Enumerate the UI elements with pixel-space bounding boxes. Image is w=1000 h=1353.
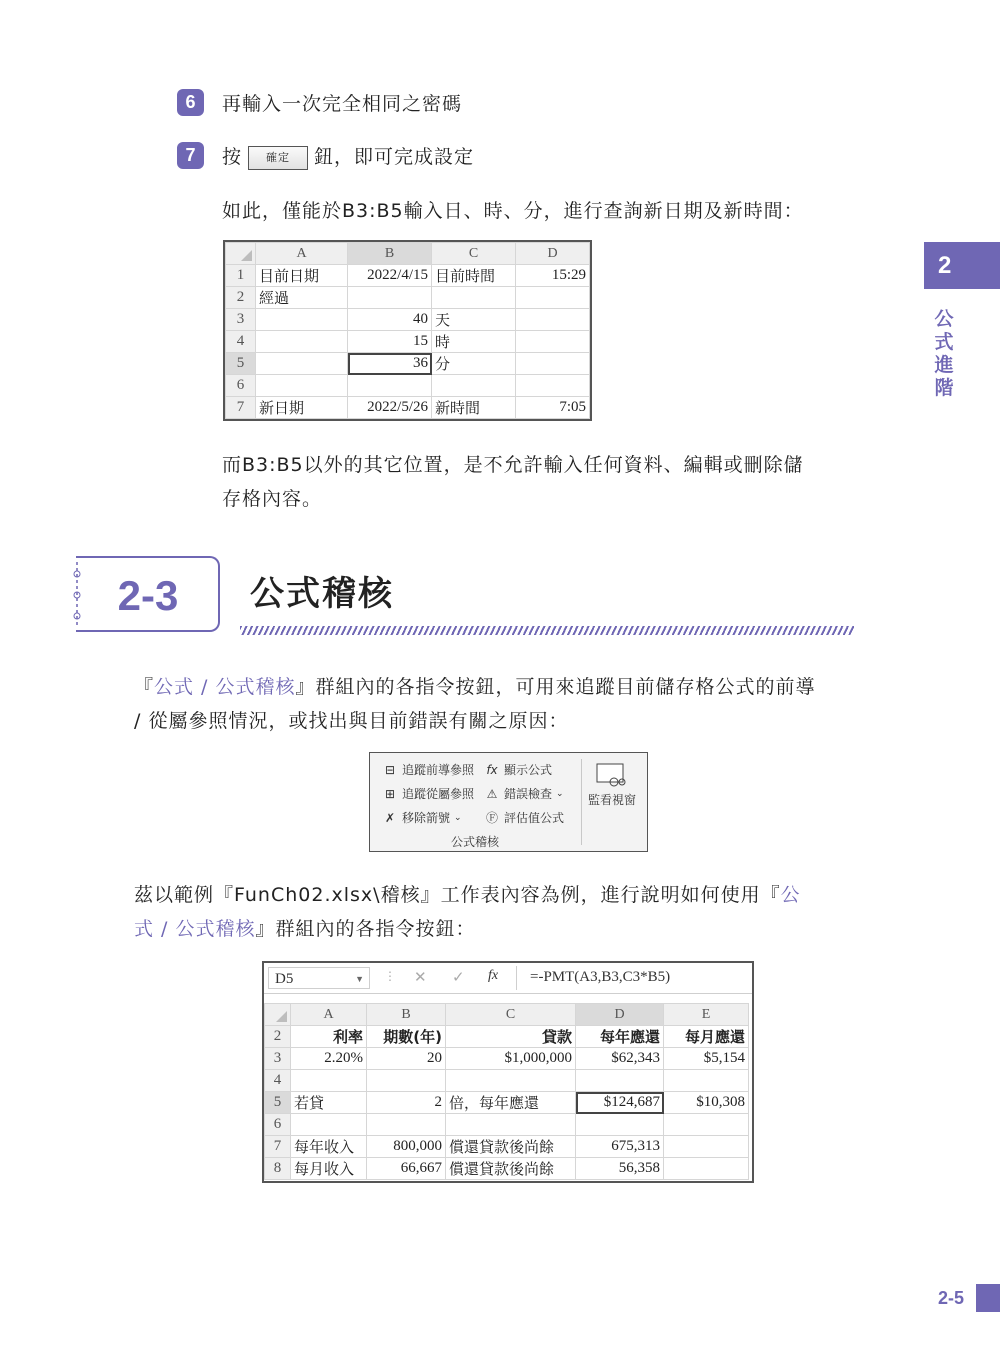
row-header: 4 bbox=[226, 331, 256, 353]
paragraph-4-highlight-b: 式 / 公式稽核 bbox=[134, 918, 256, 940]
formula-auditing-ribbon bbox=[369, 752, 648, 852]
function-icon: fx bbox=[488, 968, 499, 983]
col-header-c: C bbox=[432, 243, 516, 265]
cell: 66,667 bbox=[367, 1158, 446, 1180]
cell bbox=[664, 1114, 749, 1136]
trace-dependents-item bbox=[382, 785, 474, 802]
cell bbox=[576, 1114, 664, 1136]
paragraph-4-text: 茲以範例『FunCh02.xlsx\稽核』工作表內容為例，進行說明如何使用『 bbox=[134, 884, 781, 906]
paragraph-3-rest: 』群組內的各指令按鈕，可用來追蹤目前儲存格公式的前導 bbox=[295, 676, 816, 698]
error-checking-icon: ⚠ bbox=[486, 786, 498, 801]
error-checking-item bbox=[484, 785, 564, 802]
step-7-post: 鈕，即可完成設定 bbox=[314, 146, 475, 168]
cell bbox=[432, 375, 516, 397]
ribbon-path-highlight: 公式 / 公式稽核 bbox=[154, 676, 296, 698]
active-cell: $124,687 bbox=[576, 1092, 664, 1114]
cell: 經過 bbox=[256, 287, 348, 309]
sheet2-row bbox=[265, 1092, 749, 1114]
cell bbox=[516, 353, 590, 375]
cell bbox=[348, 375, 432, 397]
cell bbox=[256, 309, 348, 331]
col-header-a: A bbox=[256, 243, 348, 265]
sheet1-row bbox=[226, 309, 590, 331]
cell: 20 bbox=[367, 1048, 446, 1070]
row-header: 2 bbox=[226, 287, 256, 309]
sheet1-row bbox=[226, 331, 590, 353]
step-7-badge: 7 bbox=[177, 142, 204, 169]
cell bbox=[516, 331, 590, 353]
cell bbox=[664, 1136, 749, 1158]
sheet2-row bbox=[265, 1114, 749, 1136]
col-header-e: E bbox=[664, 1004, 749, 1026]
row-header: 1 bbox=[226, 265, 256, 287]
cell: 15:29 bbox=[516, 265, 590, 287]
sheet1-row bbox=[226, 287, 590, 309]
cell bbox=[291, 1070, 367, 1092]
cancel-icon: ✕ bbox=[414, 970, 427, 986]
paragraph-3-line-1 bbox=[134, 672, 816, 699]
step-7-line bbox=[222, 142, 474, 170]
trace-precedents-icon: ⊟ bbox=[384, 762, 396, 777]
chapter-tab-title: 公式進階 bbox=[934, 308, 954, 399]
row-header: 2 bbox=[265, 1026, 291, 1048]
trace-dependents-label: 追蹤從屬參照 bbox=[402, 787, 475, 801]
cell: 目前日期 bbox=[256, 265, 348, 287]
trace-dependents-icon: ⊞ bbox=[384, 786, 396, 801]
watch-window-label: 監看視窗 bbox=[587, 793, 636, 807]
trace-precedents-label: 追蹤前導參照 bbox=[402, 763, 475, 777]
paragraph-1: 如此，僅能於B3:B5輸入日、時、分，進行查詢新日期及新時間： bbox=[222, 200, 804, 222]
cell: 2 bbox=[367, 1092, 446, 1114]
cell: 新日期 bbox=[256, 397, 348, 419]
cell: $10,308 bbox=[664, 1092, 749, 1114]
cell bbox=[348, 287, 432, 309]
cell: 分 bbox=[432, 353, 516, 375]
show-formulas-label: 顯示公式 bbox=[504, 763, 553, 777]
paragraph-4-rest: 』群組內的各指令按鈕： bbox=[255, 918, 476, 940]
watch-window-icon bbox=[596, 763, 626, 789]
name-box-dropdown-icon: ▼ bbox=[355, 974, 364, 984]
section-number: 2-3 bbox=[117, 572, 179, 619]
cell: 15 bbox=[348, 331, 432, 353]
cell: 56,358 bbox=[576, 1158, 664, 1180]
cell: 7:05 bbox=[516, 397, 590, 419]
row-header: 6 bbox=[226, 375, 256, 397]
sheet1-row bbox=[226, 353, 590, 375]
formula-divider bbox=[516, 966, 517, 990]
row-header: 7 bbox=[265, 1136, 291, 1158]
show-formulas-icon: fx bbox=[486, 762, 498, 777]
cell bbox=[446, 1070, 576, 1092]
cell: 倍，每年應還 bbox=[446, 1092, 576, 1114]
sheet2-row bbox=[265, 1026, 749, 1048]
row-header: 8 bbox=[265, 1158, 291, 1180]
dropdown-chevron-icon: ⌄ bbox=[556, 788, 564, 799]
cell bbox=[664, 1070, 749, 1092]
cell: 償還貸款後尚餘 bbox=[446, 1158, 576, 1180]
trace-precedents-item bbox=[382, 761, 474, 778]
active-cell: 36 bbox=[348, 353, 432, 375]
more-icon: ⋮ bbox=[384, 969, 396, 983]
cell bbox=[256, 375, 348, 397]
paragraph-2-line-1: 而B3:B5以外的其它位置，是不允許輸入任何資料、編輯或刪除儲 bbox=[222, 454, 804, 476]
paragraph-4-line-2 bbox=[134, 914, 476, 941]
section-hatch-rule bbox=[240, 626, 854, 635]
cell bbox=[256, 353, 348, 375]
cell: 償還貸款後尚餘 bbox=[446, 1136, 576, 1158]
cell: 每月收入 bbox=[291, 1158, 367, 1180]
remove-arrows-item bbox=[382, 809, 462, 826]
ribbon-group-caption: 公式稽核 bbox=[450, 835, 499, 849]
step-6-badge: 6 bbox=[177, 89, 204, 116]
cell: 2022/5/26 bbox=[348, 397, 432, 419]
cell bbox=[576, 1070, 664, 1092]
step-6-text: 再輸入一次完全相同之密碼 bbox=[222, 93, 463, 115]
col-header-c: C bbox=[446, 1004, 576, 1026]
evaluate-formula-item bbox=[484, 809, 564, 826]
cell: 若貸 bbox=[291, 1092, 367, 1114]
cell: 800,000 bbox=[367, 1136, 446, 1158]
chapter-tab-number: 2 bbox=[924, 242, 1000, 289]
cell: 40 bbox=[348, 309, 432, 331]
cell: 貸款 bbox=[446, 1026, 576, 1048]
cell: 利率 bbox=[291, 1026, 367, 1048]
col-header-b: B bbox=[367, 1004, 446, 1026]
sheet1-screenshot bbox=[223, 240, 592, 421]
row-header: 3 bbox=[265, 1048, 291, 1070]
cell bbox=[446, 1114, 576, 1136]
cell: $62,343 bbox=[576, 1048, 664, 1070]
cell: 每月應還 bbox=[664, 1026, 749, 1048]
col-header-b: B bbox=[348, 243, 432, 265]
cell: 2.20% bbox=[291, 1048, 367, 1070]
cell: 每年應還 bbox=[576, 1026, 664, 1048]
cell: 目前時間 bbox=[432, 265, 516, 287]
remove-arrows-label: 移除箭號 bbox=[402, 811, 451, 825]
sheet1-row bbox=[226, 265, 590, 287]
cell bbox=[516, 287, 590, 309]
name-box-value: D5 bbox=[275, 971, 294, 987]
cell: 天 bbox=[432, 309, 516, 331]
cell: 每年收入 bbox=[291, 1136, 367, 1158]
row-header: 5 bbox=[265, 1092, 291, 1114]
remove-arrows-icon: ✗ bbox=[384, 810, 396, 825]
paragraph-3-line-2: / 從屬參照情況，或找出與目前錯誤有關之原因： bbox=[134, 710, 569, 732]
col-header-a: A bbox=[291, 1004, 367, 1026]
cell bbox=[367, 1114, 446, 1136]
cell: 新時間 bbox=[432, 397, 516, 419]
step-7-pre: 按 bbox=[222, 146, 243, 168]
select-all-corner bbox=[226, 243, 256, 265]
cell: 2022/4/15 bbox=[348, 265, 432, 287]
cell bbox=[432, 287, 516, 309]
evaluate-formula-label: 評估值公式 bbox=[504, 811, 565, 825]
paragraph-4-line-1 bbox=[134, 880, 801, 907]
col-header-d: D bbox=[576, 1004, 664, 1026]
cell: $5,154 bbox=[664, 1048, 749, 1070]
cell: 時 bbox=[432, 331, 516, 353]
sheet1-row bbox=[226, 375, 590, 397]
sheet2-row bbox=[265, 1048, 749, 1070]
evaluate-formula-icon: Ⓕ bbox=[485, 810, 498, 825]
formula-bar bbox=[264, 963, 752, 994]
sheet1-row bbox=[226, 397, 590, 419]
paragraph-4-highlight-a: 公 bbox=[780, 884, 801, 906]
page-number-block bbox=[976, 1284, 1000, 1312]
cell bbox=[367, 1070, 446, 1092]
cell bbox=[516, 309, 590, 331]
name-box bbox=[268, 967, 370, 989]
row-header: 3 bbox=[226, 309, 256, 331]
cell bbox=[516, 375, 590, 397]
row-header: 5 bbox=[226, 353, 256, 375]
row-header: 7 bbox=[226, 397, 256, 419]
sheet2-row bbox=[265, 1070, 749, 1092]
quote-open: 『 bbox=[134, 676, 155, 698]
cell bbox=[256, 331, 348, 353]
ribbon-separator bbox=[581, 759, 582, 845]
enter-icon: ✓ bbox=[452, 970, 465, 986]
formula-text: =-PMT(A3,B3,C3*B5) bbox=[530, 969, 671, 985]
select-all-corner bbox=[265, 1004, 291, 1026]
sheet2-row bbox=[265, 1136, 749, 1158]
sheet2-row bbox=[265, 1158, 749, 1180]
confirm-button-image: 確定 bbox=[248, 146, 308, 170]
cell: $1,000,000 bbox=[446, 1048, 576, 1070]
cell: 675,313 bbox=[576, 1136, 664, 1158]
page-number: 2-5 bbox=[938, 1288, 965, 1308]
cell bbox=[291, 1114, 367, 1136]
show-formulas-item bbox=[484, 761, 552, 778]
dropdown-chevron-icon: ⌄ bbox=[454, 812, 462, 823]
row-header: 6 bbox=[265, 1114, 291, 1136]
sheet2-screenshot bbox=[262, 961, 754, 1183]
paragraph-2-line-2: 存格內容。 bbox=[222, 488, 323, 510]
error-checking-label: 錯誤檢查 bbox=[504, 787, 553, 801]
cell bbox=[664, 1158, 749, 1180]
cell: 期數(年) bbox=[367, 1026, 446, 1048]
col-header-d: D bbox=[516, 243, 590, 265]
section-title: 公式稽核 bbox=[250, 574, 394, 614]
row-header: 4 bbox=[265, 1070, 291, 1092]
